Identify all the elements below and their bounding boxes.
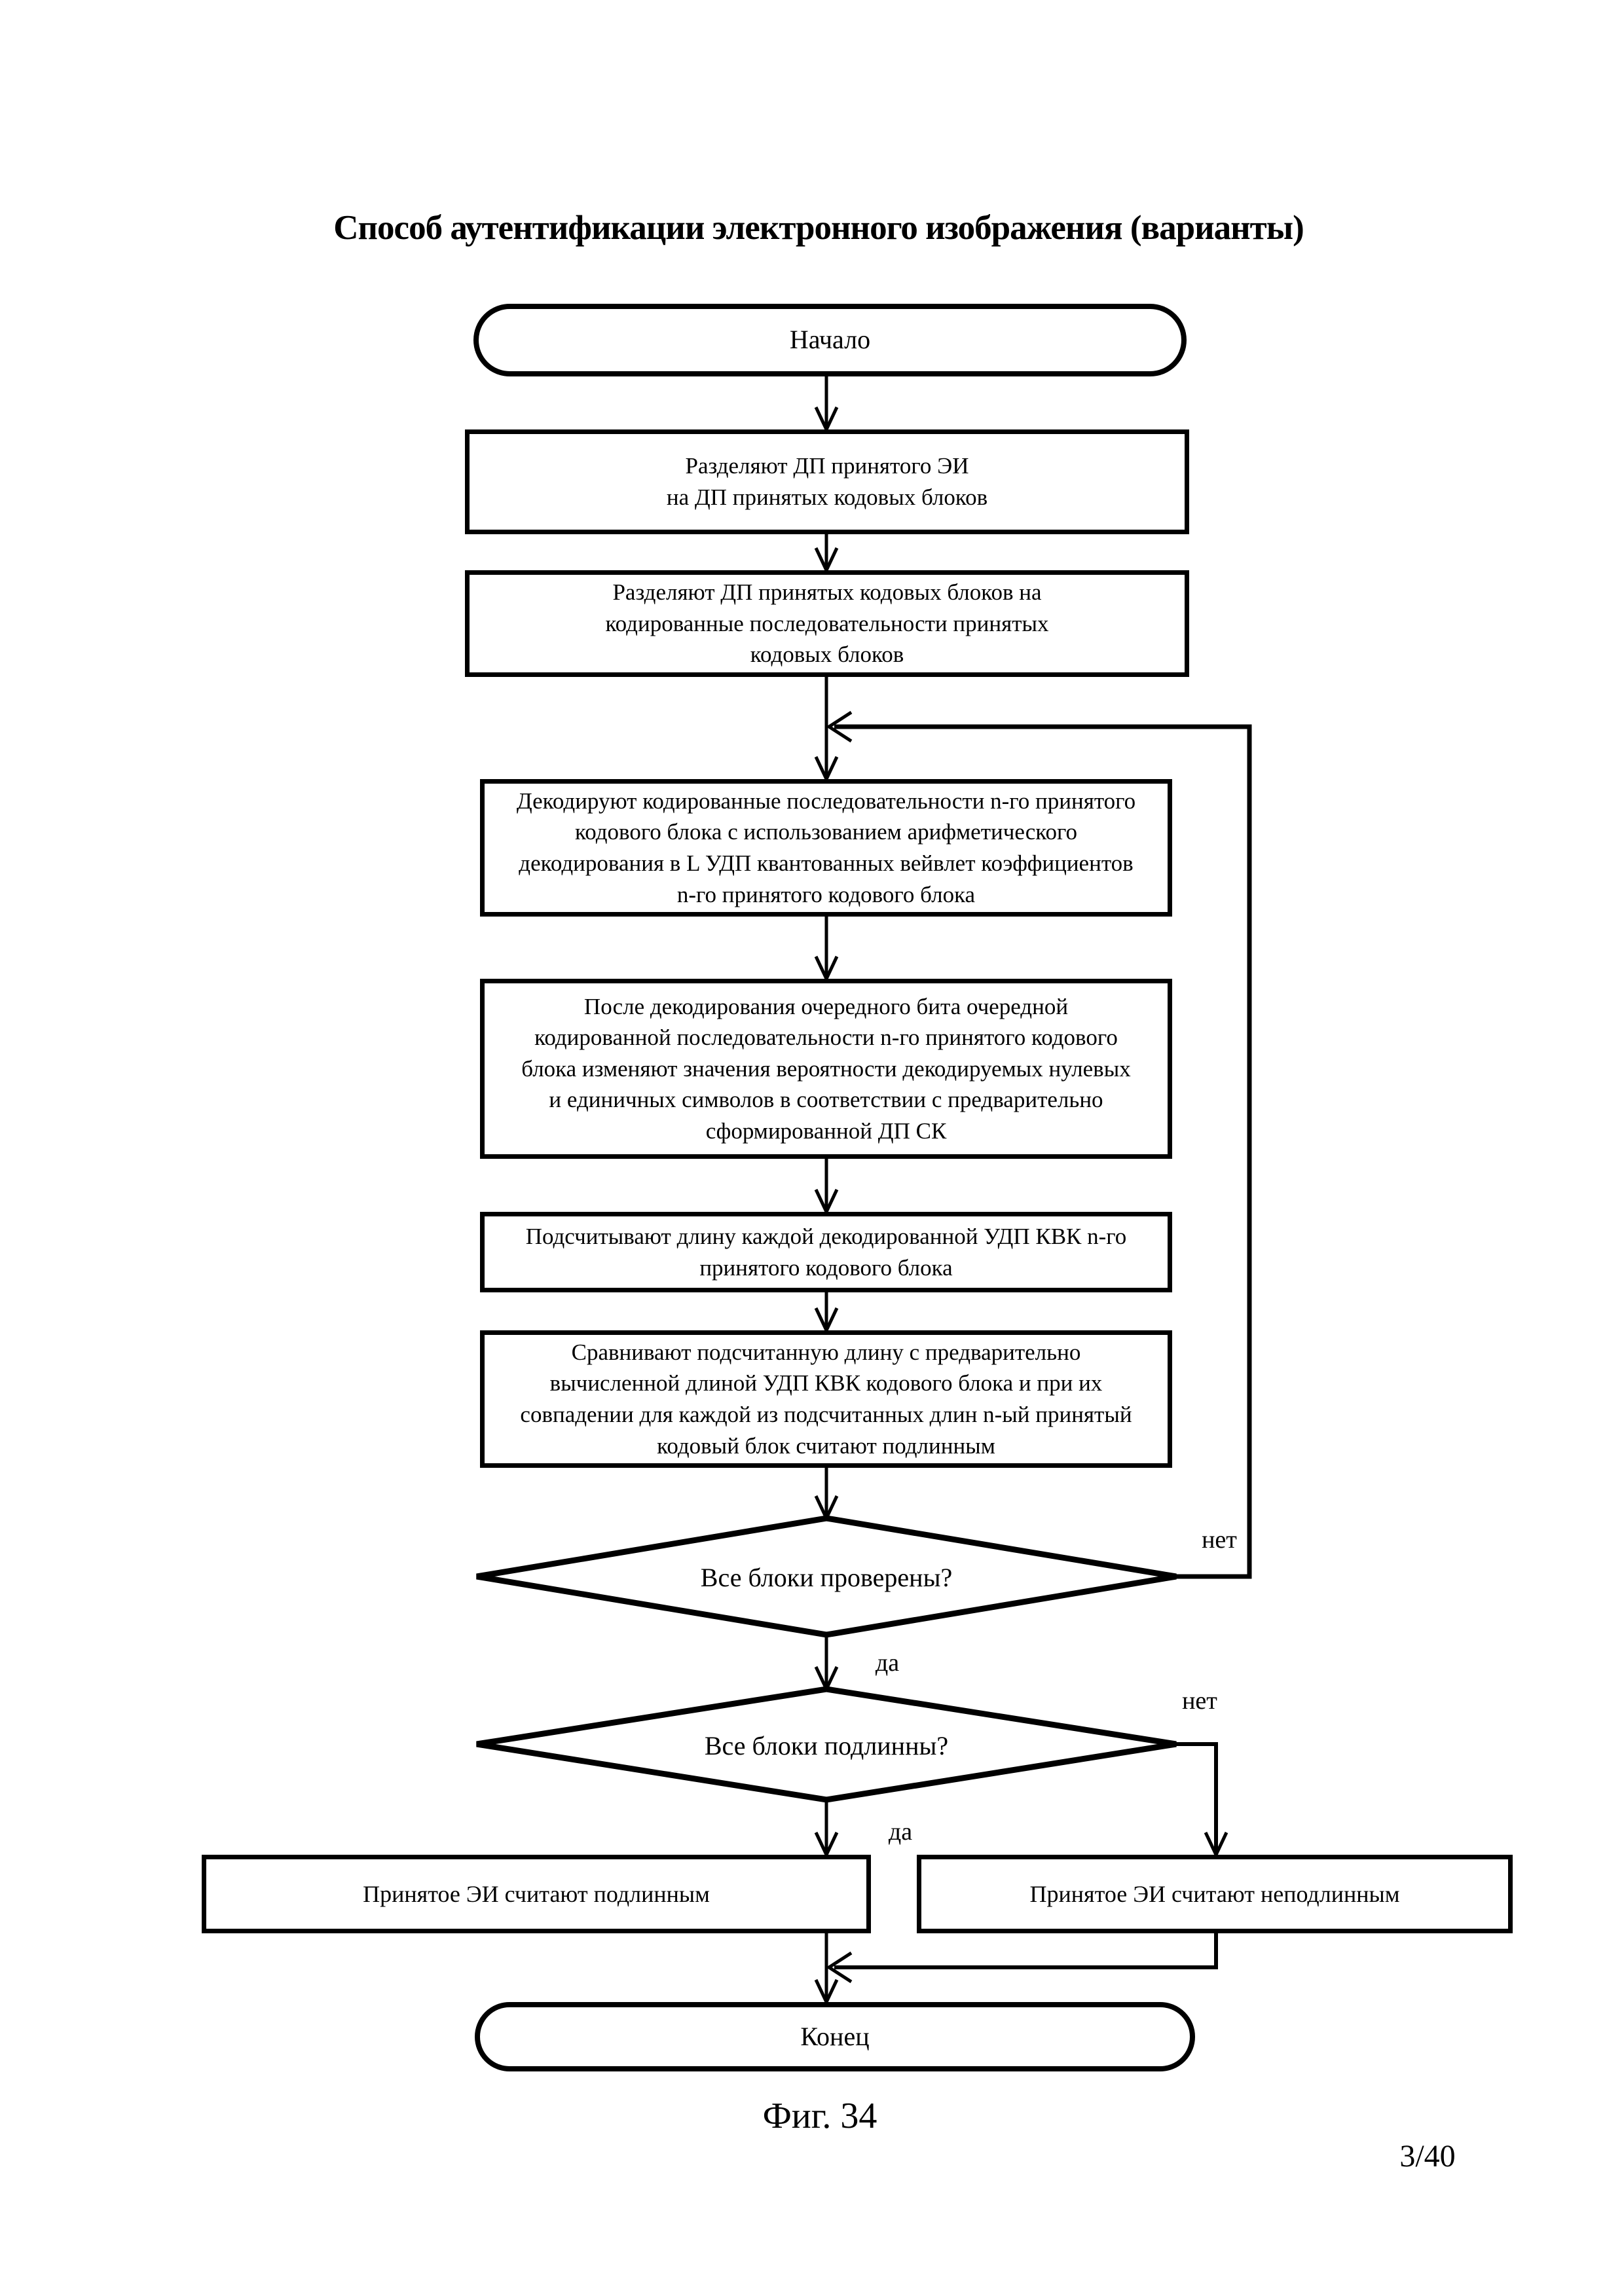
branch-label-yes-1: да bbox=[875, 1649, 900, 1677]
start-terminal: Начало bbox=[473, 304, 1187, 376]
decision-label-blocks-authentic: Все блоки подлинны? bbox=[704, 1730, 949, 1760]
branch-label-no-2: нет bbox=[1182, 1687, 1217, 1715]
end-terminal: Конец bbox=[475, 2002, 1195, 2071]
process-step-3: Декодируют кодированные последовательности n-го принятого кодового блока с использованием арифметического декодирования в L УДП квантованных вейвлет коэффициентов n-го принятого кодового блока bbox=[480, 779, 1172, 917]
process-step-6: Сравнивают подсчитанную длину с предварительно вычисленной длиной УДП КВК кодового блока и при их совпадении для каждой из подсчитанных длин n-ый принятый кодовый блок считают подлинным bbox=[480, 1330, 1172, 1468]
branch-label-yes-2: да bbox=[888, 1818, 913, 1846]
process-step-1: Разделяют ДП принятого ЭИ на ДП принятых кодовых блоков bbox=[465, 429, 1189, 534]
process-step-2: Разделяют ДП принятых кодовых блоков на кодированные последовательности принятых кодовых блоков bbox=[465, 570, 1189, 677]
page-number: 3/40 bbox=[1399, 2139, 1456, 2174]
branch-label-no-1: нет bbox=[1202, 1526, 1237, 1554]
decision-label-blocks-checked: Все блоки проверены? bbox=[700, 1562, 953, 1592]
result-authentic-box: Принятое ЭИ считают подлинным bbox=[202, 1855, 871, 1933]
result-not-authentic-box: Принятое ЭИ считают неподлинным bbox=[917, 1855, 1513, 1933]
figure-caption: Фиг. 34 bbox=[762, 2096, 877, 2136]
process-step-5: Подсчитывают длину каждой декодированной УДП КВК n-го принятого кодового блока bbox=[480, 1212, 1172, 1292]
page-title: Способ аутентификации электронного изображения (варианты) bbox=[333, 209, 1304, 247]
process-step-4: После декодирования очередного бита очередной кодированной последовательности n-го принятого кодового блока изменяют значения вероятности декодируемых нулевых и единичных символов в соответствии с предварительно сформированной ДП СК bbox=[480, 979, 1172, 1159]
